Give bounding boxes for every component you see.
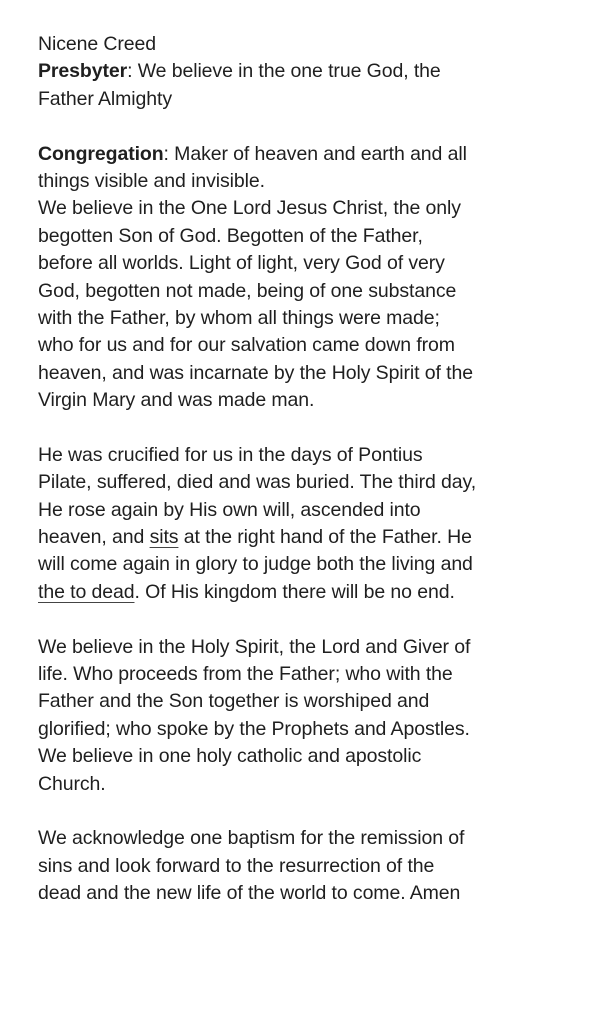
text-line: life. Who proceeds from the Father; who with the [38, 662, 453, 685]
congregation-text: : Maker of heaven and earth and all [163, 142, 467, 165]
text-line: God, begotten not made, being of one substance [38, 279, 457, 302]
text-line: begotten Son of God. Begotten of the Father, [38, 224, 423, 247]
text-line [38, 579, 588, 606]
text-line: who for us and for our salvation came down from [38, 334, 455, 357]
paragraph-spacer [38, 606, 588, 633]
presbyter-line-2: Father Almighty [38, 87, 172, 110]
text-line: He was crucified for us in the days of Pontius [38, 443, 423, 466]
paragraph-spacer [38, 113, 588, 140]
text-line: things visible and invisible. [38, 169, 265, 192]
presbyter-line-1 [38, 58, 588, 85]
text-line: heaven, and was incarnate by the Holy Spirit of the [38, 361, 473, 384]
text-fragment: at the right hand of the Father. He [178, 526, 472, 549]
text-line: before all worlds. Light of light, very God of very [38, 252, 445, 275]
text-fragment: heaven, and [38, 526, 150, 549]
text-line: will come again in glory to judge both the living and [38, 553, 473, 576]
text-line: Father and the Son together is worshiped and [38, 690, 430, 713]
congregation-speaker-label: Congregation [38, 142, 164, 165]
text-fragment: . Of His kingdom there will be no end. [134, 580, 455, 603]
text-line: We believe in one holy catholic and apostolic [38, 745, 422, 768]
text-line: Virgin Mary and was made man. [38, 389, 315, 412]
underlined-word: sits [149, 526, 179, 549]
underlined-phrase: the to dead [38, 580, 135, 603]
presbyter-text: : We believe in the one true God, the [127, 60, 441, 83]
text-line: Pilate, suffered, died and was buried. The third day, [38, 471, 477, 494]
paragraph-spacer [38, 414, 588, 441]
text-line: dead and the new life of the world to come. Amen [38, 882, 461, 905]
text-line: We believe in the One Lord Jesus Christ, the only [38, 197, 461, 220]
text-line: glorified; who spoke by the Prophets and Apostles. [38, 717, 470, 740]
document-title: Nicene Creed [38, 33, 157, 55]
text-line: with the Father, by whom all things were made; [38, 306, 440, 329]
text-line: We acknowledge one baptism for the remission of [38, 827, 465, 850]
text-line [38, 524, 588, 551]
congregation-line-1 [38, 141, 588, 168]
creed-document [38, 31, 588, 908]
text-line: He rose again by His own will, ascended into [38, 498, 421, 521]
text-line: Church. [38, 772, 106, 795]
text-line: We believe in the Holy Spirit, the Lord and Giver of [38, 635, 471, 658]
presbyter-speaker-label: Presbyter [38, 60, 128, 83]
paragraph-spacer [38, 798, 588, 825]
text-line: sins and look forward to the resurrection of the [38, 854, 435, 877]
